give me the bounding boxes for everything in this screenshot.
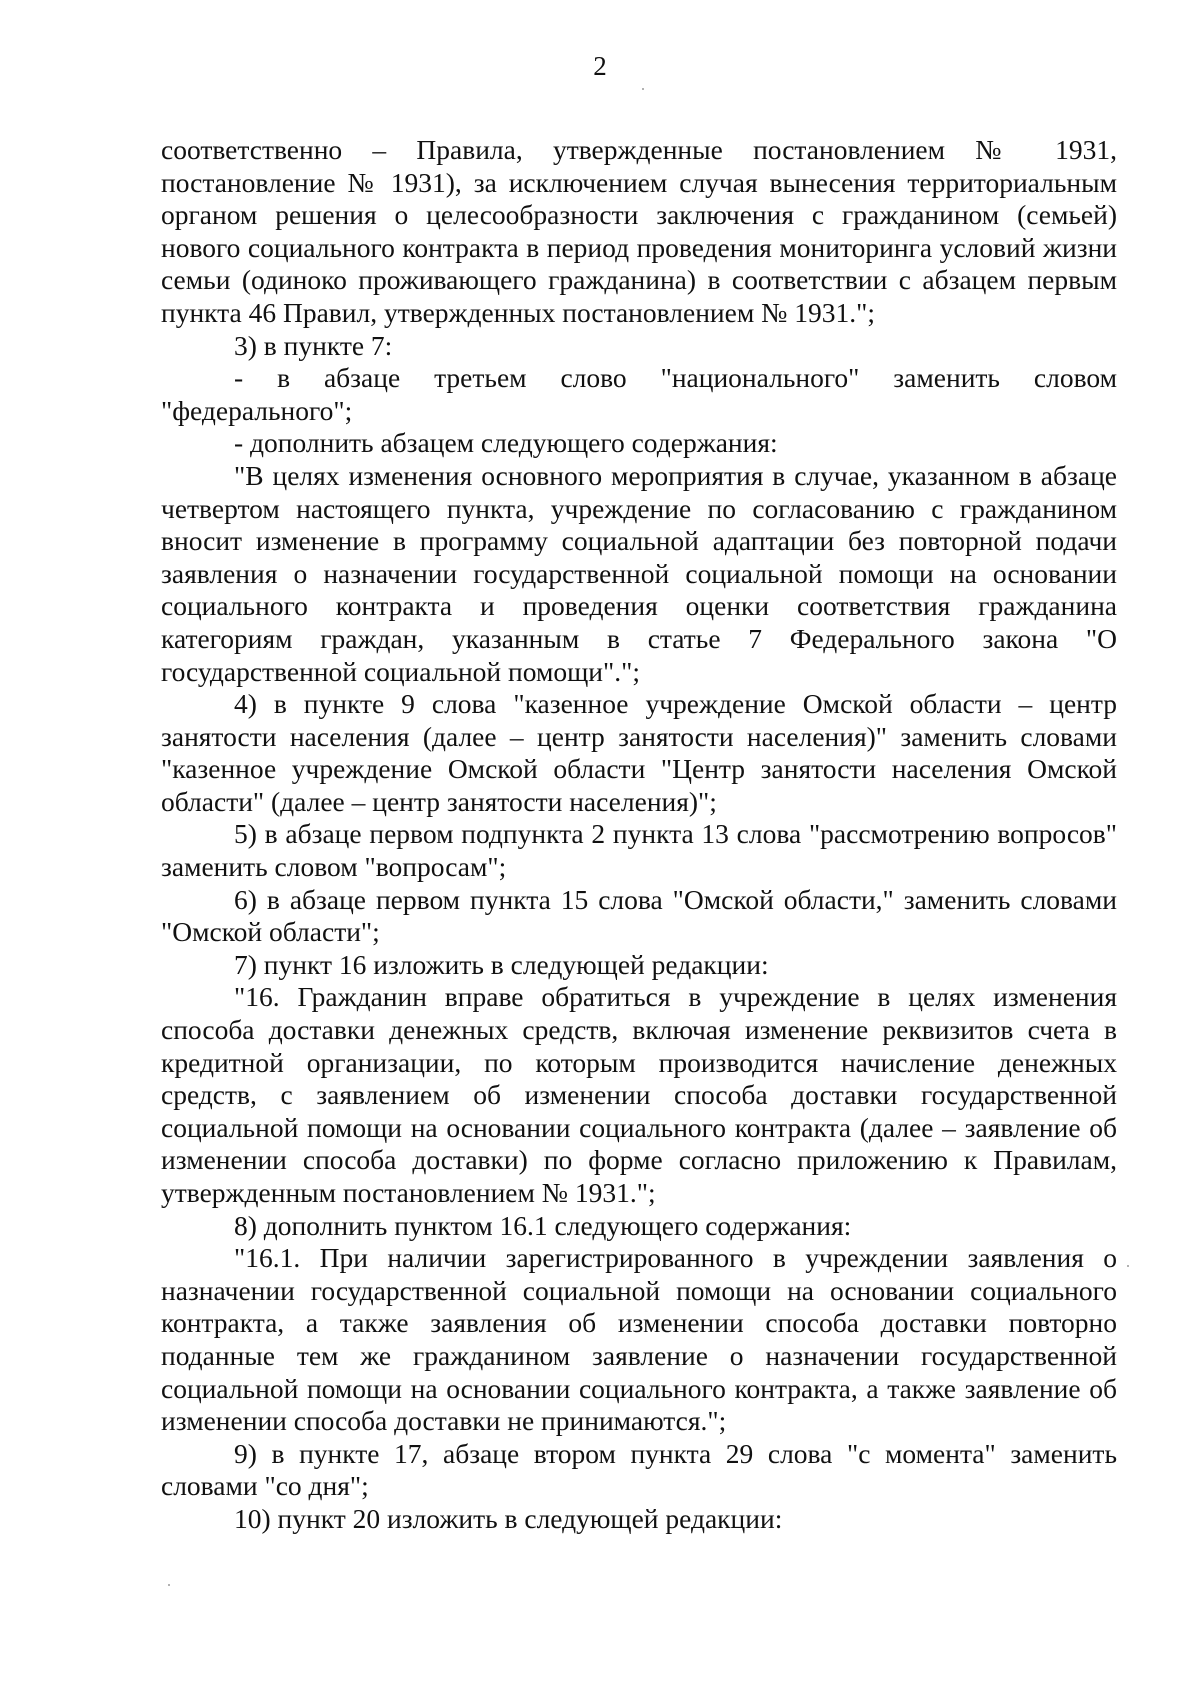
paragraph-item-9: 9) в пункте 17, абзаце втором пункта 29 слова "с момента" заменить словами "со дня"; [161,1437,1117,1502]
scan-speck [168,1584,170,1586]
paragraph-item-8: 8) дополнить пунктом 16.1 следующего содержания: [234,1209,852,1241]
paragraph-quoted-addition: "В целях изменения основного мероприятия в случае, указанном в абзаце четвертом настоящего пункта, учреждение по согласованию с гражданином вносит изменение в программу социальной адаптации без повторной подачи заявления о назначении государственной социальной помощи на основании социального контракта и проведения оценки соответствия гражданина категориям граждан, указанным в статье 7 Федерального закона "О государственной социальной помощи"."; [161,459,1117,687]
paragraph-item-4: 4) в пункте 9 слова "казенное учреждение Омской области – центр занятости населения (далее – центр занятости населения)" заменить словами "казенное учреждение Омской области "Центр занятости населения Омской области" (далее – центр занятости населения)"; [161,688,1117,817]
paragraph-item-3-sub-1: - в абзаце третьем слово "национального" заменить словом "федерального"; [161,362,1117,426]
paragraph-continuation: соответственно – Правила, утвержденные постановлением № 1931, постановление № 1931), за исключением случая вынесения территориальным органом решения о целесообразности заключения с гражданином (семьей) нового социального контракта в период проведения мониторинга условий жизни семьи (одиноко проживающего гражданина) в соответствии с абзацем первым пункта 46 Правил, утвержденных постановлением № 1931."; [161,134,1117,328]
paragraph-item-3-sub-2: - дополнить абзацем следующего содержания: [234,427,778,459]
scan-speck [1127,1265,1129,1267]
paragraph-item-10: 10) пункт 20 изложить в следующей редакции: [234,1502,783,1534]
paragraph-item-5: 5) в абзаце первом подпункта 2 пункта 13 слова "рассмотрению вопросов" заменить словом "вопросам"; [161,818,1117,883]
page-number: 2 [593,51,607,81]
paragraph-item-7: 7) пункт 16 изложить в следующей редакции: [234,948,769,980]
paragraph-quoted-16-1: "16.1. При наличии зарегистрированного в учреждении заявления о назначении государственной социальной помощи на основании социального контракта, а также заявления об изменении способа доставки повторно поданные тем же гражданином заявление о назначении государственной социальной помощи на основании социального контракта, а также заявление об изменении способа доставки не принимаются."; [161,1242,1117,1437]
paragraph-quoted-16: "16. Гражданин вправе обратиться в учреждение в целях изменения способа доставки денежных средств, включая изменение реквизитов счета в кредитной организации, по которым производится начисление денежных средств, с заявлением об изменении способа доставки государственной социальной помощи на основании социального контракта (далее – заявление об изменении способа доставки) по форме согласно приложению к Правилам, утвержденным постановлением № 1931."; [161,981,1117,1208]
paragraph-item-3: 3) в пункте 7: [234,329,393,361]
document-body [161,134,1117,1536]
paragraph-item-6: 6) в абзаце первом пункта 15 слова "Омской области," заменить словами "Омской области"; [161,883,1117,948]
scan-speck [642,88,644,90]
